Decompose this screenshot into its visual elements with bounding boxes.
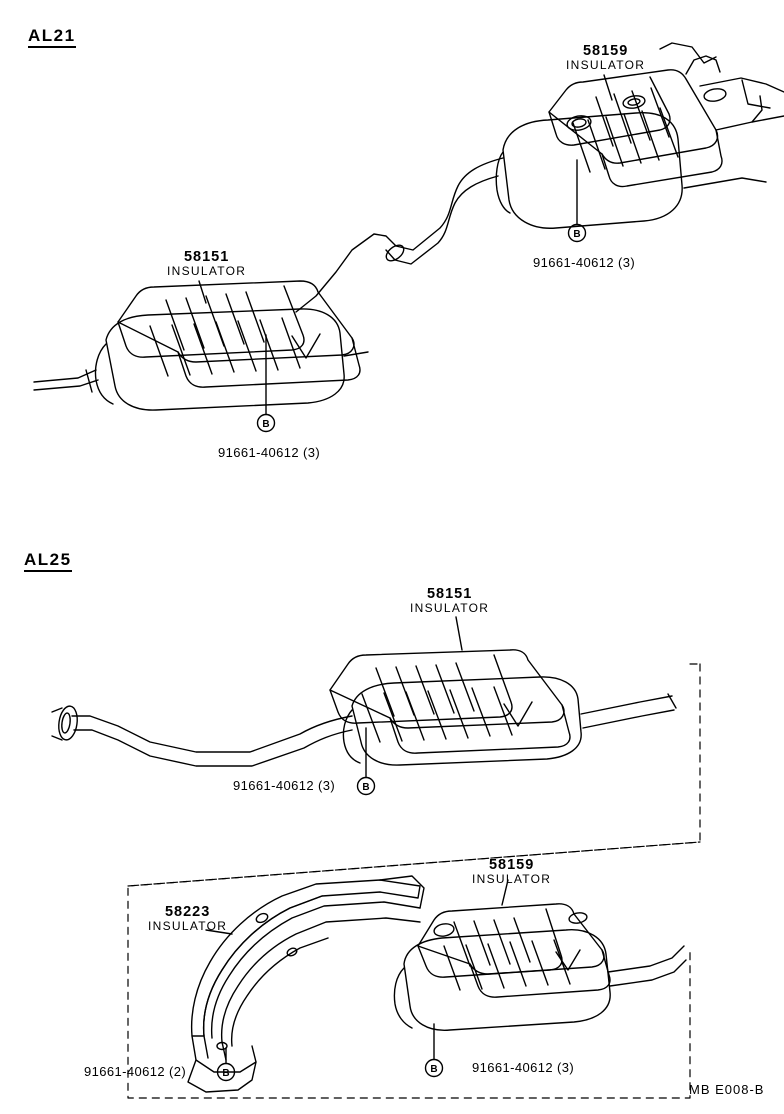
part-number: 58151 [426, 586, 473, 602]
section-title-al25: AL25 [24, 550, 72, 572]
diagram-code: MB E008-B [689, 1082, 765, 1097]
part-name: INSULATOR [472, 872, 552, 886]
part-name: INSULATOR [566, 58, 646, 72]
part-number: 58223 [164, 904, 211, 920]
part-label-58223-al25 [148, 905, 227, 933]
svg-text:B: B [430, 1064, 438, 1075]
bolt-label-al25-tunnel: 91661-40612 (2) [84, 1064, 187, 1079]
part-label-58151-al25 [410, 587, 489, 615]
part-name: INSULATOR [167, 264, 247, 278]
svg-text:B: B [262, 419, 270, 430]
part-number: 58151 [183, 249, 230, 265]
part-name: INSULATOR [148, 919, 228, 933]
svg-text:B: B [362, 782, 370, 793]
bolt-label-al21-rear: 91661-40612 (3) [533, 255, 636, 270]
svg-text:B: B [573, 229, 581, 240]
bolt-label-al25-center: 91661-40612 (3) [233, 778, 336, 793]
part-number: 58159 [582, 43, 629, 59]
part-label-58151-al21 [167, 250, 246, 278]
part-number: 58159 [488, 857, 535, 873]
svg-text:B: B [222, 1068, 230, 1079]
part-name: INSULATOR [410, 601, 490, 615]
part-label-58159-al21 [566, 44, 645, 72]
bolt-label-al21-front: 91661-40612 (3) [218, 445, 321, 460]
bolt-label-al25-rear: 91661-40612 (3) [472, 1060, 575, 1075]
part-label-58159-al25 [472, 858, 551, 886]
section-title-al21: AL21 [28, 26, 76, 48]
